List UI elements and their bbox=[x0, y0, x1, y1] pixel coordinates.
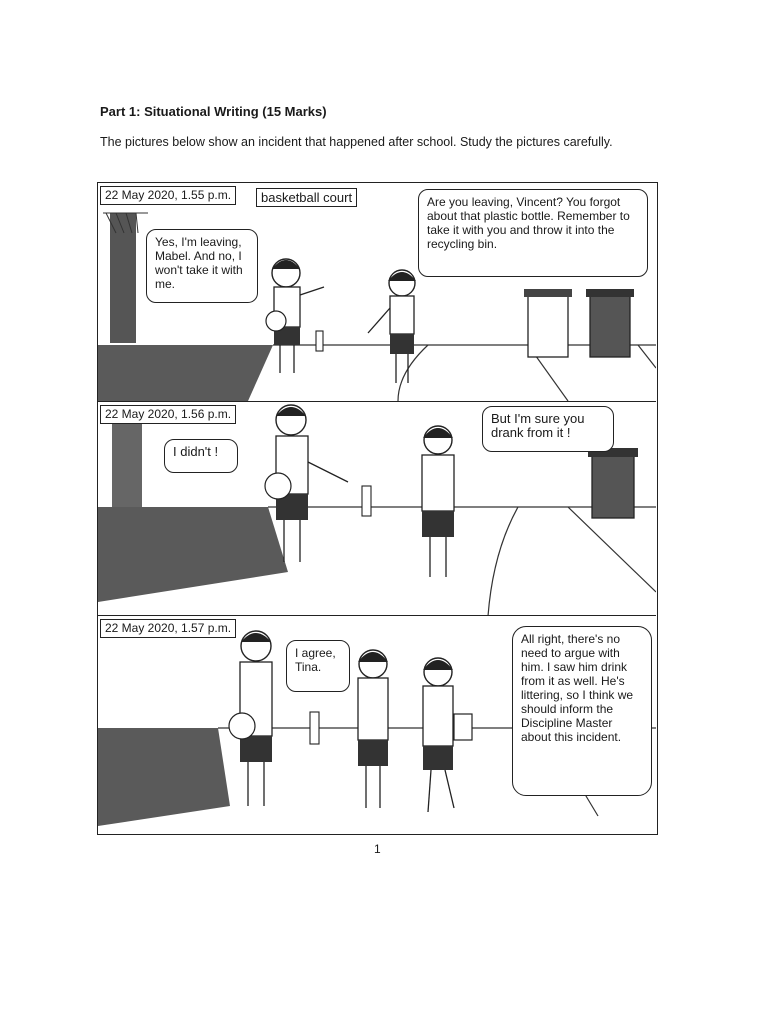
instructions-text: The pictures below show an incident that happened after school. Study the pictures carefully. bbox=[100, 135, 613, 149]
panel-1 bbox=[98, 183, 656, 401]
speech-bubble-tina-3: All right, there's no need to argue with him. I saw him drink from it as well. He's littering, so I think we should inform the Discipline Master about this incident. bbox=[512, 626, 652, 796]
speech-bubble-vincent-1: Yes, I'm leaving, Mabel. And no, I won't take it with me. bbox=[146, 229, 258, 303]
panel-2-timestamp: 22 May 2020, 1.56 p.m. bbox=[100, 405, 236, 424]
speech-bubble-vincent-2: I didn't ! bbox=[164, 439, 238, 473]
page-number: 1 bbox=[374, 842, 381, 856]
panel-1-location: basketball court bbox=[256, 188, 357, 207]
panel-3-timestamp: 22 May 2020, 1.57 p.m. bbox=[100, 619, 236, 638]
panel-2 bbox=[98, 401, 656, 616]
comic-strip bbox=[97, 182, 658, 835]
speech-bubble-mabel-2: But I'm sure you drank from it ! bbox=[482, 406, 614, 452]
panel-1-timestamp: 22 May 2020, 1.55 p.m. bbox=[100, 186, 236, 205]
section-heading: Part 1: Situational Writing (15 Marks) bbox=[100, 104, 327, 119]
speech-bubble-mabel-3: I agree, Tina. bbox=[286, 640, 350, 692]
speech-bubble-mabel-1: Are you leaving, Vincent? You forgot about that plastic bottle. Remember to take it with you and throw it into the recycling bin. bbox=[418, 189, 648, 277]
panel-3 bbox=[98, 615, 656, 834]
